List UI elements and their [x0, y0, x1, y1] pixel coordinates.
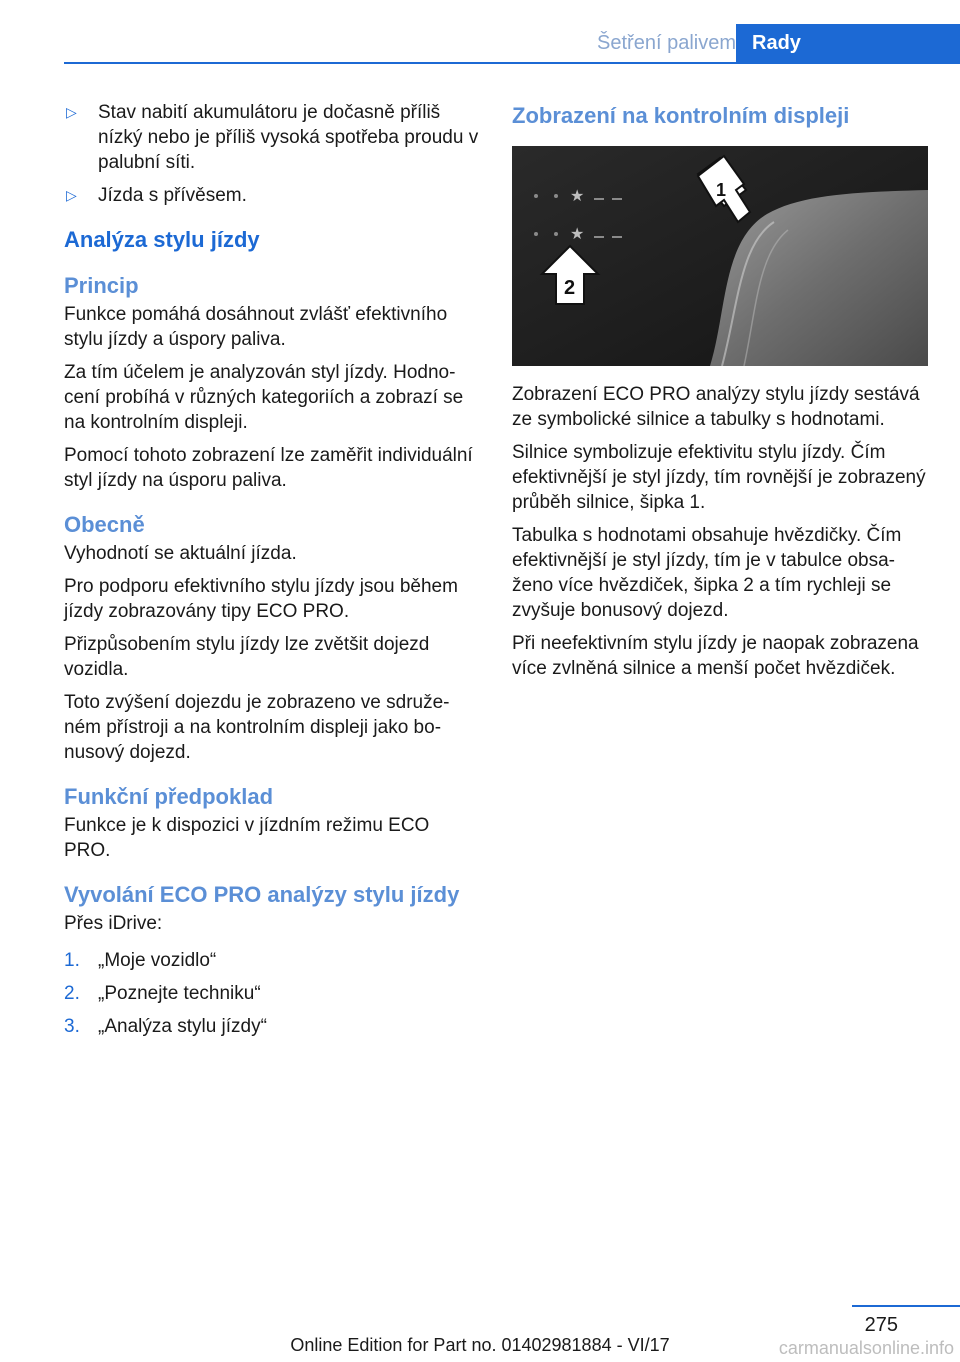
- paragraph: Za tím účelem je analyzován styl jízdy. Hodnocení probíhá v různých kategoriích a zobrazí se na kontrolním displeji.: [64, 362, 464, 433]
- paragraph: Toto zvýšení dojezdu je zobrazeno ve sdruženém přístroji a na kontrolním displeji jako bonusový dojezd.: [64, 692, 450, 763]
- steps-list: [64, 948, 480, 1039]
- watermark: carmanualsonline.info: [778, 1338, 954, 1358]
- header-chapter-tab: Rady: [736, 24, 960, 62]
- paragraph: Zobrazení ECO PRO analýzy stylu jízdy sestává ze symbolické silnice a tabulky s hodnotami.: [512, 384, 920, 430]
- page-number: 275: [864, 1314, 898, 1336]
- star-icon: ★: [570, 226, 585, 243]
- subsection-heading: Obecně: [64, 512, 145, 537]
- triangle-bullet-icon: ▷: [66, 104, 77, 120]
- bullet-list: [64, 100, 480, 208]
- paragraph: Vyhodnotí se aktuální jízda.: [64, 543, 297, 564]
- subsection-heading: Vyvolání ECO PRO analýzy stylu jízdy: [64, 882, 460, 907]
- paragraph: Přizpůsobením stylu jízdy lze zvětšit dojezd vozidla.: [64, 634, 430, 680]
- subsection-heading: Princip: [64, 273, 139, 298]
- star-icon: ★: [570, 188, 585, 205]
- paragraph: Silnice symbolizuje efektivitu stylu jízdy. Čím efektivnější je styl jízdy, tím rovnější je zobrazený průběh silnice, šipka 1.: [512, 442, 926, 513]
- paragraph: Pomocí tohoto zobrazení lze zaměřit individuální styl jízdy na úsporu paliva.: [64, 445, 473, 491]
- list-item: ▷ Stav nabití akumulátoru je dočasně příliš nízký nebo je příliš vysoká spotřeba proudu v palubní síti.: [66, 102, 479, 173]
- paragraph: Přes iDrive:: [64, 913, 163, 934]
- subsection-heading: Funkční předpoklad: [64, 784, 274, 809]
- footer-rule: [852, 1305, 960, 1307]
- right-column: [512, 102, 928, 689]
- edition-footer: Online Edition for Part no. 01402981884 - VI/17: [290, 1335, 670, 1355]
- page-header: [64, 24, 960, 64]
- section-heading: Analýza stylu jízdy: [64, 227, 260, 252]
- svg-text:1: 1: [716, 180, 727, 200]
- paragraph: Při neefektivním stylu jízdy je naopak zobrazena více zvlněná silnice a menší počet hvězdiček.: [512, 633, 919, 679]
- eco-pro-display-figure: [512, 146, 928, 366]
- list-item: 2. „Poznejte techniku“: [64, 983, 261, 1004]
- svg-text:2: 2: [564, 277, 576, 299]
- list-item: 1. „Moje vozidlo“: [64, 950, 217, 971]
- eco-pro-display-illustration: [512, 146, 928, 366]
- paragraph: Funkce je k dispozici v jízdním režimu ECO PRO.: [64, 815, 430, 861]
- list-item: 3. „Analýza stylu jízdy“: [64, 1016, 267, 1037]
- section-heading: Zobrazení na kontrolním displeji: [512, 103, 850, 128]
- paragraph: Pro podporu efektivního stylu jízdy jsou během jízdy zobrazovány tipy ECO PRO.: [64, 576, 458, 622]
- paragraph: Funkce pomáhá dosáhnout zvlášť efektivního stylu jízdy a úspory paliva.: [64, 304, 448, 350]
- list-item: ▷ Jízda s přívěsem.: [66, 185, 247, 206]
- paragraph: Tabulka s hodnotami obsahuje hvězdičky. Čím efektivnější je styl jízdy, tím je v tabulce obsaženo více hvězdiček, šipka 2 a tím rychleji se zvyšuje bonusový dojezd.: [512, 525, 902, 621]
- triangle-bullet-icon: ▷: [66, 187, 77, 203]
- left-column: [64, 100, 480, 1047]
- header-section-title: Šetření palivem: [597, 32, 736, 54]
